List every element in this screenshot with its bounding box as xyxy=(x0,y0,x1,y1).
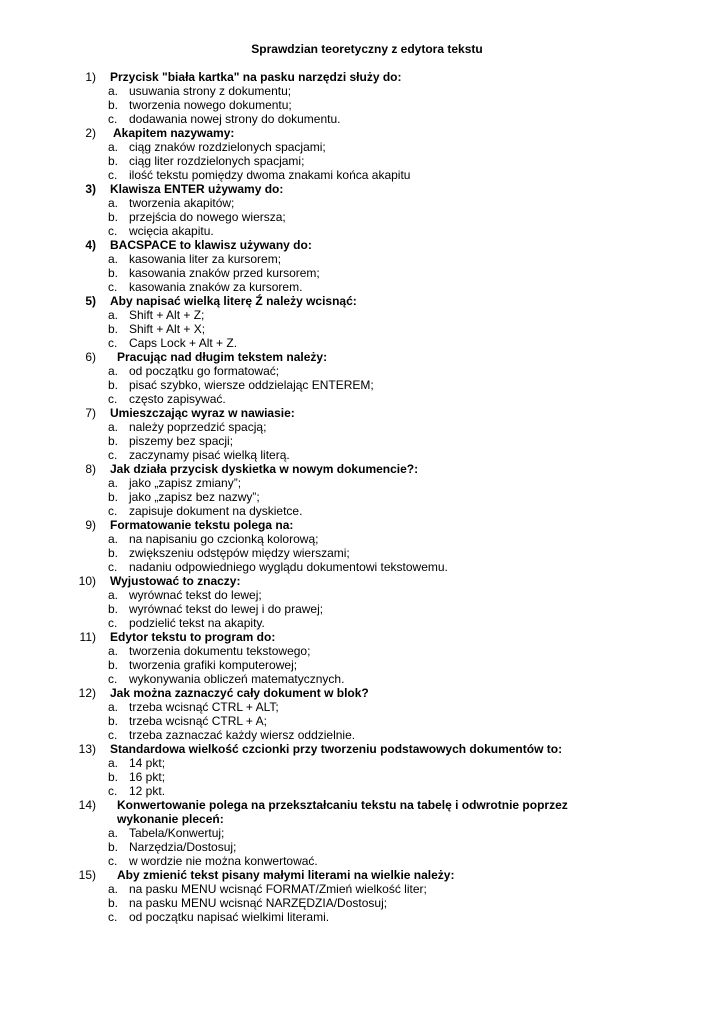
question-number: 3) xyxy=(85,182,96,196)
option-letter: a. xyxy=(108,882,119,896)
option-letter: b. xyxy=(108,322,119,336)
question-text: BACSPACE to klawisz używany do: xyxy=(110,238,312,252)
question-number: 6) xyxy=(85,350,96,364)
option-letter: a. xyxy=(108,140,119,154)
answer-option xyxy=(0,98,724,112)
answer-option xyxy=(0,910,724,924)
option-letter: b. xyxy=(108,770,119,784)
question-text: Wyjustować to znaczy: xyxy=(110,574,241,588)
answer-option xyxy=(0,112,724,126)
option-text: 14 pkt; xyxy=(129,756,166,770)
answer-option xyxy=(0,588,724,602)
question-number: 13) xyxy=(78,742,96,756)
answer-option xyxy=(0,644,724,658)
question-text: Klawisza ENTER używamy do: xyxy=(110,182,284,196)
answer-option xyxy=(0,210,724,224)
option-text: tworzenia grafiki komputerowej; xyxy=(129,658,298,672)
question-number: 1) xyxy=(85,70,96,84)
answer-option xyxy=(0,154,724,168)
question-text: Aby zmienić tekst pisany małymi literami na wielkie należy: xyxy=(117,868,455,882)
option-text: trzeba wcisnąć CTRL + A; xyxy=(129,714,267,728)
answer-option xyxy=(0,84,724,98)
option-letter: a. xyxy=(108,196,119,210)
answer-option xyxy=(0,560,724,574)
option-letter: c. xyxy=(108,168,118,182)
option-text: jako „zapisz bez nazwy”; xyxy=(129,490,260,504)
answer-option xyxy=(0,448,724,462)
question-item xyxy=(0,574,724,588)
question-text: Pracując nad długim tekstem należy: xyxy=(117,350,328,364)
option-text: podzielić tekst na akapity. xyxy=(129,616,265,630)
option-text: zapisuje dokument na dyskietce. xyxy=(129,504,303,518)
answer-option xyxy=(0,826,724,840)
option-text: zaczynamy pisać wielką literą. xyxy=(129,448,290,462)
answer-option xyxy=(0,896,724,910)
option-letter: c. xyxy=(108,224,118,238)
option-text: na pasku MENU wcisnąć NARZĘDZIA/Dostosuj; xyxy=(129,896,388,910)
question-item xyxy=(0,126,724,140)
option-text: Shift + Alt + X; xyxy=(129,322,206,336)
option-text: tworzenia akapitów; xyxy=(129,196,235,210)
answer-option xyxy=(0,602,724,616)
answer-option xyxy=(0,532,724,546)
option-letter: b. xyxy=(108,210,119,224)
question-text: Jak można zaznaczyć cały dokument w blok? xyxy=(110,686,369,700)
option-text: 16 pkt; xyxy=(129,770,166,784)
answer-option xyxy=(0,308,724,322)
option-text: piszemy bez spacji; xyxy=(129,434,234,448)
question-text: Aby napisać wielką literę Ź należy wcisnąć: xyxy=(110,294,357,308)
answer-option xyxy=(0,756,724,770)
answer-option xyxy=(0,546,724,560)
option-letter: a. xyxy=(108,700,119,714)
option-letter: c. xyxy=(108,616,118,630)
option-letter: c. xyxy=(108,280,118,294)
option-letter: c. xyxy=(108,854,118,868)
answer-option xyxy=(0,322,724,336)
option-text: na pasku MENU wcisnąć FORMAT/Zmień wielkość liter; xyxy=(129,882,427,896)
answer-option xyxy=(0,434,724,448)
option-letter: b. xyxy=(108,98,119,112)
answer-option xyxy=(0,378,724,392)
option-text: ilość tekstu pomiędzy dwoma znakami końca akapitu xyxy=(129,168,411,182)
question-number: 14) xyxy=(78,798,96,812)
answer-option xyxy=(0,280,724,294)
option-letter: a. xyxy=(108,364,119,378)
answer-option xyxy=(0,672,724,686)
question-number: 9) xyxy=(85,518,96,532)
option-text: kasowania znaków za kursorem. xyxy=(129,280,303,294)
answer-option xyxy=(0,784,724,798)
option-letter: c. xyxy=(108,336,118,350)
question-item xyxy=(0,742,724,756)
option-text: trzeba zaznaczać każdy wiersz oddzielnie. xyxy=(129,728,356,742)
answer-option xyxy=(0,728,724,742)
question-text: Jak działa przycisk dyskietka w nowym dokumencie?: xyxy=(110,462,419,476)
question-number: 5) xyxy=(85,294,96,308)
option-text: w wordzie nie można konwertować. xyxy=(129,854,318,868)
answer-option xyxy=(0,854,724,868)
option-text: Tabela/Konwertuj; xyxy=(129,826,225,840)
question-text: Akapitem nazywamy: xyxy=(113,126,235,140)
option-text: często zapisywać. xyxy=(129,392,226,406)
option-text: od początku napisać wielkimi literami. xyxy=(129,910,330,924)
answer-option xyxy=(0,840,724,854)
option-text: wykonywania obliczeń matematycznych. xyxy=(129,672,345,686)
question-item xyxy=(0,462,724,476)
answer-option xyxy=(0,504,724,518)
option-text: nadaniu odpowiedniego wyglądu dokumentowi tekstowemu. xyxy=(129,560,448,574)
answer-option xyxy=(0,336,724,350)
option-text: tworzenia dokumentu tekstowego; xyxy=(129,644,311,658)
answer-option xyxy=(0,882,724,896)
question-number: 8) xyxy=(85,462,96,476)
question-list xyxy=(0,70,724,924)
answer-option xyxy=(0,658,724,672)
option-letter: c. xyxy=(108,784,118,798)
option-text: tworzenia nowego dokumentu; xyxy=(129,98,292,112)
question-number: 4) xyxy=(85,238,96,252)
option-letter: a. xyxy=(108,252,119,266)
answer-option xyxy=(0,168,724,182)
question-item xyxy=(0,686,724,700)
option-text: Caps Lock + Alt + Z. xyxy=(129,336,238,350)
option-letter: a. xyxy=(108,476,119,490)
option-letter: c. xyxy=(108,672,118,686)
option-letter: a. xyxy=(108,84,119,98)
question-number: 11) xyxy=(79,630,96,644)
answer-option xyxy=(0,266,724,280)
question-number: 10) xyxy=(78,574,96,588)
option-text: należy poprzedzić spacją; xyxy=(129,420,267,434)
question-number: 2) xyxy=(85,126,96,140)
option-letter: b. xyxy=(108,840,119,854)
option-text: 12 pkt. xyxy=(129,784,166,798)
question-item xyxy=(0,182,724,196)
question-text: Standardowa wielkość czcionki przy tworzeniu podstawowych dokumentów to: xyxy=(110,742,563,756)
option-letter: b. xyxy=(108,266,119,280)
question-number: 12) xyxy=(78,686,96,700)
answer-option xyxy=(0,252,724,266)
answer-option xyxy=(0,490,724,504)
option-letter: a. xyxy=(108,532,119,546)
option-text: wcięcia akapitu. xyxy=(129,224,214,238)
question-item xyxy=(0,518,724,532)
question-number: 15) xyxy=(78,868,96,882)
option-text: wyrównać tekst do lewej i do prawej; xyxy=(129,602,324,616)
option-letter: b. xyxy=(108,658,119,672)
question-item xyxy=(0,630,724,644)
question-item xyxy=(0,294,724,308)
answer-option xyxy=(0,364,724,378)
answer-option xyxy=(0,714,724,728)
document-title: Sprawdzian teoretyczny z edytora tekstu xyxy=(251,42,483,56)
option-text: Narzędzia/Dostosuj; xyxy=(129,840,237,854)
question-item xyxy=(0,798,724,826)
option-text: kasowania znaków przed kursorem; xyxy=(129,266,320,280)
option-letter: c. xyxy=(108,910,118,924)
question-text: Konwertowanie polega na przekształcaniu tekstu na tabelę i odwrotnie poprzez wykonanie pleceń: xyxy=(117,798,568,826)
option-letter: a. xyxy=(108,756,119,770)
answer-option xyxy=(0,616,724,630)
answer-option xyxy=(0,770,724,784)
option-text: kasowania liter za kursorem; xyxy=(129,252,282,266)
option-text: usuwania strony z dokumentu; xyxy=(129,84,292,98)
option-text: wyrównać tekst do lewej; xyxy=(129,588,262,602)
option-letter: b. xyxy=(108,154,119,168)
question-item xyxy=(0,406,724,420)
question-text: Przycisk "biała kartka" na pasku narzędzi służy do: xyxy=(110,70,402,84)
option-letter: c. xyxy=(108,728,118,742)
question-text: Umieszczając wyraz w nawiasie: xyxy=(110,406,295,420)
option-text: dodawania nowej strony do dokumentu. xyxy=(129,112,341,126)
option-text: Shift + Alt + Z; xyxy=(129,308,205,322)
option-letter: c. xyxy=(108,392,118,406)
option-text: jako „zapisz zmiany”; xyxy=(129,476,242,490)
option-letter: a. xyxy=(108,308,119,322)
question-item xyxy=(0,868,724,882)
option-text: pisać szybko, wiersze oddzielając ENTEREM; xyxy=(129,378,374,392)
option-letter: b. xyxy=(108,378,119,392)
question-item xyxy=(0,350,724,364)
option-letter: a. xyxy=(108,588,119,602)
answer-option xyxy=(0,140,724,154)
option-text: trzeba wcisnąć CTRL + ALT; xyxy=(129,700,279,714)
answer-option xyxy=(0,392,724,406)
option-letter: c. xyxy=(108,448,118,462)
option-letter: b. xyxy=(108,896,119,910)
option-letter: b. xyxy=(108,434,119,448)
answer-option xyxy=(0,420,724,434)
question-item xyxy=(0,238,724,252)
option-letter: b. xyxy=(108,490,119,504)
question-number: 7) xyxy=(85,406,96,420)
option-text: ciąg liter rozdzielonych spacjami; xyxy=(129,154,305,168)
option-letter: b. xyxy=(108,546,119,560)
option-letter: a. xyxy=(108,826,119,840)
option-letter: a. xyxy=(108,644,119,658)
option-letter: c. xyxy=(108,504,118,518)
answer-option xyxy=(0,700,724,714)
option-letter: c. xyxy=(108,112,118,126)
answer-option xyxy=(0,476,724,490)
option-letter: a. xyxy=(108,420,119,434)
option-text: zwiększeniu odstępów między wierszami; xyxy=(129,546,350,560)
option-letter: b. xyxy=(108,714,119,728)
option-letter: c. xyxy=(108,560,118,574)
option-text: na napisaniu go czcionką kolorową; xyxy=(129,532,319,546)
question-text: Edytor tekstu to program do: xyxy=(110,630,276,644)
option-letter: b. xyxy=(108,602,119,616)
answer-option xyxy=(0,196,724,210)
option-text: przejścia do nowego wiersza; xyxy=(129,210,286,224)
option-text: od początku go formatować; xyxy=(129,364,280,378)
question-item xyxy=(0,70,724,84)
option-text: ciąg znaków rozdzielonych spacjami; xyxy=(129,140,326,154)
answer-option xyxy=(0,224,724,238)
question-text: Formatowanie tekstu polega na: xyxy=(110,518,294,532)
